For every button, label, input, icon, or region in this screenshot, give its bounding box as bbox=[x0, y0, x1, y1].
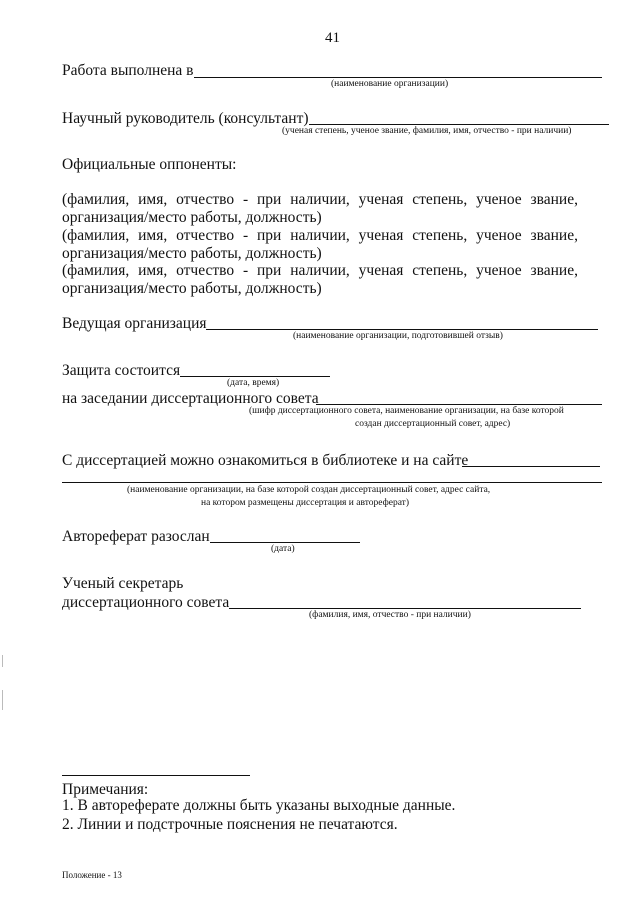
page-number: 41 bbox=[325, 30, 340, 46]
abstract-caption: (дата) bbox=[271, 544, 295, 554]
library-label: С диссертацией можно ознакомиться в библиотеке и на сайте bbox=[62, 452, 469, 469]
footer-text: Положение - 13 bbox=[62, 870, 122, 880]
opponents-heading: Официальные оппоненты: bbox=[62, 156, 237, 173]
note-item: 1. В автореферате должны быть указаны выходные данные. bbox=[62, 797, 456, 814]
opponent-line: (фамилия, имя, отчество - при наличии, ученая степень, ученое звание, bbox=[62, 191, 578, 208]
defense-date-line bbox=[180, 376, 330, 377]
council-caption-1: (шифр диссертационного совета, наименование организации, на базе которой bbox=[249, 406, 564, 416]
library-caption-2: на котором размещены диссертация и автореферат) bbox=[201, 498, 409, 508]
council-caption-2: создан диссертационный совет, адрес) bbox=[355, 419, 511, 429]
leading-org-label: Ведущая организация bbox=[62, 315, 207, 332]
secretary-line bbox=[229, 608, 581, 609]
opponent-line: (фамилия, имя, отчество - при наличии, ученая степень, ученое звание, bbox=[62, 227, 578, 244]
opponent-line: организация/место работы, должность) bbox=[62, 209, 322, 226]
council-label: на заседании диссертационного совета bbox=[62, 390, 319, 407]
notes-heading: Примечания: bbox=[62, 781, 149, 798]
supervisor-caption: (ученая степень, ученое звание, фамилия, имя, отчество - при наличии) bbox=[282, 126, 572, 136]
work-done-label: Работа выполнена в bbox=[62, 62, 194, 79]
supervisor-label: Научный руководитель (консультант) bbox=[62, 110, 309, 127]
library-line-2 bbox=[62, 482, 602, 483]
secretary-label-2: диссертационного совета bbox=[62, 594, 230, 611]
secretary-caption: (фамилия, имя, отчество - при наличии) bbox=[309, 610, 471, 620]
scan-mark bbox=[2, 655, 3, 667]
leading-org-caption: (наименование организации, подготовившей отзыв) bbox=[293, 331, 503, 341]
supervisor-line bbox=[309, 124, 609, 125]
secretary-label-1: Ученый секретарь bbox=[62, 575, 184, 592]
defense-label: Защита состоится bbox=[62, 362, 181, 379]
library-caption-1: (наименование организации, на базе которой создан диссертационный совет, адрес сайта, bbox=[127, 485, 491, 495]
abstract-label: Автореферат разослан bbox=[62, 528, 210, 545]
abstract-line bbox=[210, 542, 360, 543]
opponent-line: организация/место работы, должность) bbox=[62, 280, 322, 297]
leading-org-line bbox=[206, 329, 598, 330]
note-item: 2. Линии и подстрочные пояснения не печатаются. bbox=[62, 816, 398, 833]
work-done-line bbox=[194, 77, 602, 78]
council-line bbox=[316, 404, 602, 405]
defense-date-caption: (дата, время) bbox=[227, 378, 280, 388]
notes-separator bbox=[62, 775, 250, 776]
library-line-1 bbox=[462, 466, 600, 467]
scan-mark bbox=[2, 690, 3, 710]
opponent-line: организация/место работы, должность) bbox=[62, 245, 322, 262]
opponent-line: (фамилия, имя, отчество - при наличии, ученая степень, ученое звание, bbox=[62, 262, 578, 279]
work-done-caption: (наименование организации) bbox=[331, 79, 449, 89]
